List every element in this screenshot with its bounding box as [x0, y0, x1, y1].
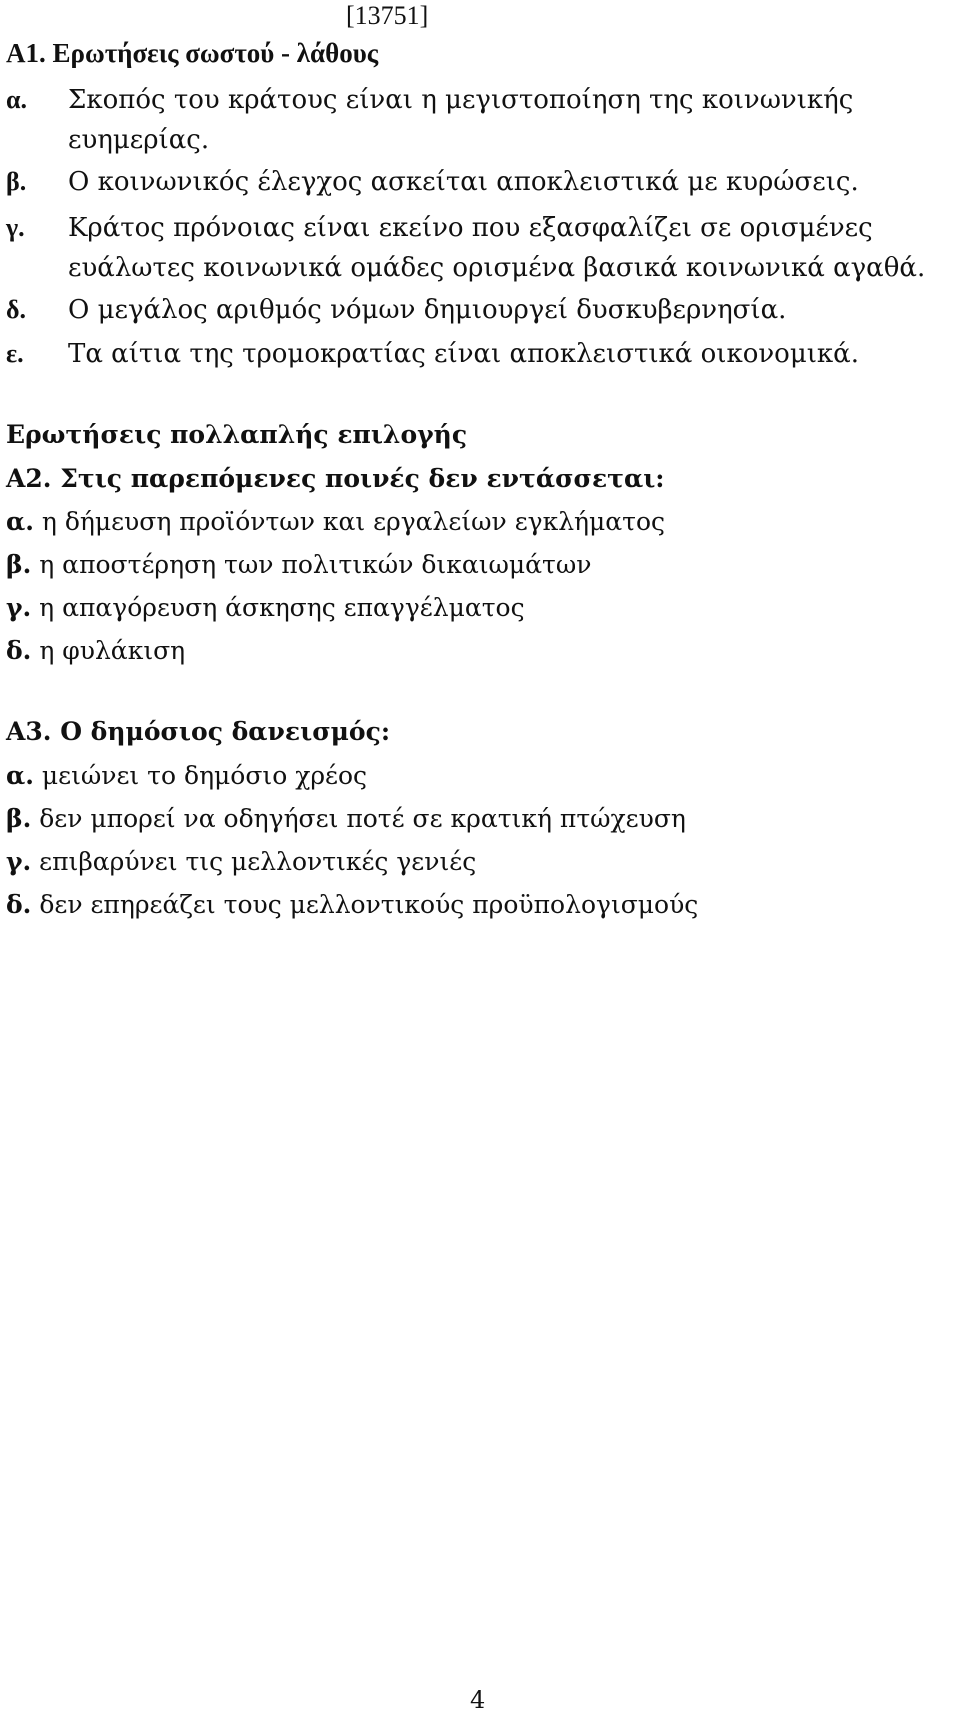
option-text: η φυλάκιση [31, 636, 186, 665]
multiple-choice-title: Ερωτήσεις πολλαπλής επιλογής [6, 420, 468, 449]
option-label: α. [6, 761, 34, 790]
question-a3-option-a [6, 756, 367, 796]
tf-item-text: Τα αίτια της τρομοκρατίας είναι αποκλειστικά οικονομικά. [68, 339, 859, 369]
question-a2-title: Α2. Στις παρεπόμενες ποινές δεν εντάσσεται: [6, 464, 665, 493]
option-text: η αποστέρηση των πολιτικών δικαιωμάτων [31, 550, 592, 579]
tf-item-c [6, 208, 960, 288]
option-text: επιβαρύνει τις μελλοντικές γενιές [31, 847, 477, 876]
tf-item-a [6, 80, 960, 160]
option-label: δ. [6, 636, 32, 665]
tf-item-text: Κράτος πρόνοιας είναι εκείνο που εξασφαλίζει σε ορισμένες ευάλωτες κοινωνικά ομάδες ορισμένα βασικά κοινωνικά αγαθά. [68, 213, 926, 283]
question-a2-option-b [6, 545, 591, 585]
tf-item-text: Ο μεγάλος αριθμός νόμων δημιουργεί δυσκυβερνησία. [68, 295, 787, 325]
question-a3-option-c [6, 842, 476, 882]
tf-item-label: β. [6, 167, 27, 196]
tf-item-label: γ. [6, 213, 25, 242]
tf-item-b [6, 162, 960, 202]
page-number: 4 [470, 1686, 486, 1714]
question-a3-title: Α3. Ο δημόσιος δανεισμός: [6, 717, 391, 746]
question-a2-option-d [6, 631, 185, 671]
option-text: η απαγόρευση άσκησης επαγγέλματος [31, 593, 525, 622]
option-label: γ. [6, 847, 32, 876]
section-a1-title: Α1. Ερωτήσεις σωστού - λάθους [6, 38, 379, 68]
tf-item-e [6, 334, 960, 374]
question-a3-option-d [6, 885, 698, 925]
option-text: δεν επηρεάζει τους μελλοντικούς προϋπολογισμούς [31, 890, 699, 919]
document-code: [13751] [346, 1, 429, 30]
option-label: β. [6, 550, 32, 579]
question-a2-option-c [6, 588, 525, 628]
tf-item-text: Ο κοινωνικός έλεγχος ασκείται αποκλειστικά με κυρώσεις. [68, 167, 859, 197]
option-text: η δήμευση προϊόντων και εργαλείων εγκλήματος [33, 507, 666, 536]
option-label: γ. [6, 593, 32, 622]
option-label: δ. [6, 890, 32, 919]
question-a2-option-a [6, 502, 665, 542]
option-text: δεν μπορεί να οδηγήσει ποτέ σε κρατική πτώχευση [31, 804, 686, 833]
question-a3-option-b [6, 799, 686, 839]
tf-item-d [6, 290, 960, 330]
option-text: μειώνει το δημόσιο χρέος [33, 761, 368, 790]
tf-item-label: δ. [6, 295, 26, 324]
option-label: β. [6, 804, 32, 833]
option-label: α. [6, 507, 34, 536]
tf-item-label: α. [6, 85, 28, 114]
tf-item-text: Σκοπός του κράτους είναι η μεγιστοποίηση της κοινωνικής ευημερίας. [68, 85, 854, 155]
tf-item-label: ε. [6, 339, 24, 368]
